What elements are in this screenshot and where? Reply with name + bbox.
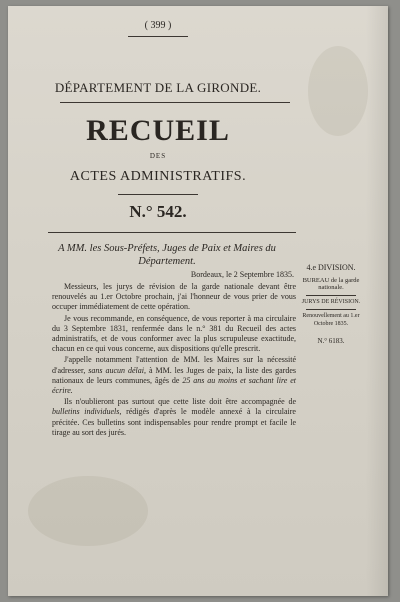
letter-paragraph [52,282,296,313]
document-subtitle: ACTES ADMINISTRATIFS. [69,169,247,184]
emphasis-text: 25 ans au moins et sachant lire et écrire. [52,375,296,396]
header-top-rule [128,36,188,37]
document-page [8,6,388,596]
margin-division: 4.e DIVISION. [306,263,356,272]
letter-address: A MM. les Sous-Préfets, Juges de Paix et Maires du Département. [58,243,276,267]
paragraph-text: Messieurs, les jurys de révision de la garde nationale devant être renouvelés au 1.er Octobre prochain, j'ai l'honneur de vous prier de vous occuper immédiatement de cette opération. [52,282,296,312]
paper-stain [28,476,148,546]
document-title: RECUEIL [86,114,230,147]
margin-rule [306,309,356,310]
margin-rule [306,295,356,296]
letter-dateline: Bordeaux, le 2 Septembre 1835. [190,270,294,279]
letter-paragraph [52,397,296,438]
issue-number: N.° 542. [129,202,187,221]
margin-notes [300,264,362,346]
department-heading: DÉPARTEMENT DE LA GIRONDE. [54,80,262,95]
letter-paragraph [52,355,296,396]
number-rule [48,232,296,233]
emphasis-text: bulletins individuels [52,407,120,417]
letter-paragraph [52,314,296,355]
emphasis-text: sans aucun délai [88,365,144,375]
title-connector: DES [149,152,167,160]
subtitle-rule [118,194,198,195]
department-rule [60,102,290,103]
paper-stain [308,46,368,136]
paragraph-text: Ils n'oublieront pas surtout que cette liste doit être accompagnée de [64,397,296,407]
letter-body [52,282,296,439]
page-number: ( 399 ) [144,20,172,31]
margin-bureau: BUREAU de la garde nationale. [302,276,360,291]
paragraph-text: J'appelle notamment l'attention de MM. les Maires sur la nécessité d'adresser, [52,355,296,375]
paragraph-text: , à MM. les Juges de paix, la liste des gardes nationaux de leurs communes, âgés de [52,365,297,385]
margin-subject: JURYS DE RÉVISION. [301,298,361,305]
margin-number: N.° 6183. [317,337,345,345]
margin-note: Renouvellement au 1.er Octobre 1835. [302,313,360,327]
paragraph-text: Je vous recommande, en conséquence, de vous reporter à ma circulaire du 3 Septembre 1831, renfermée dans le n.° 381 du Recueil des actes administratifs, et de vous conformer avec la plus scrupuleuse exactitude, chacun en ce qui vous concerne, aux dispositions qu'elle prescrit. [52,313,296,354]
paragraph-text: , rédigés d'après le modèle annexé à la circulaire précitée. Ces bulletins sont indispensables pour rendre prompt et facile le tirage au sort des jurés. [52,407,296,437]
